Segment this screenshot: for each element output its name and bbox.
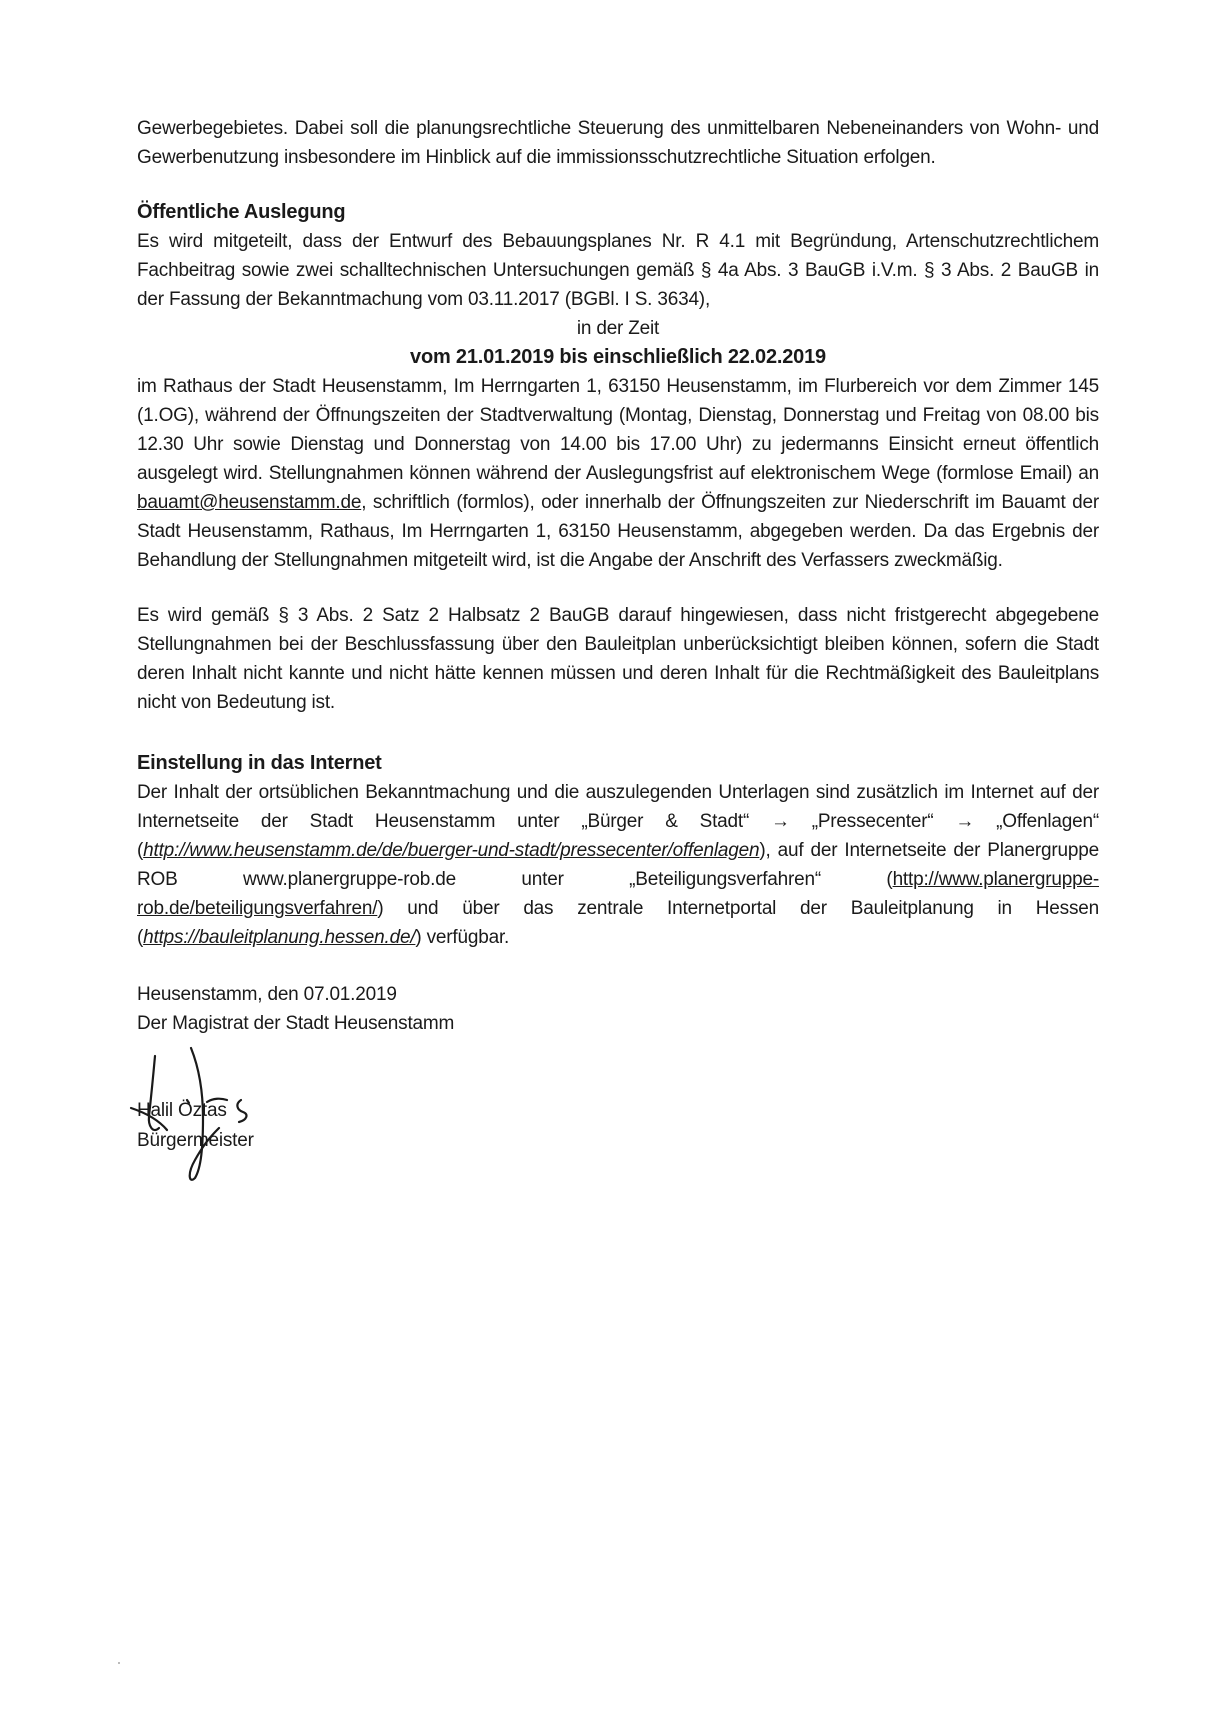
section-heading-auslegung: Öffentliche Auslegung <box>137 201 346 223</box>
email-link[interactable]: bauamt@heusenstamm.de <box>137 492 362 513</box>
internet-text-b: ), auf der Internetseite der Planergruppe ROB www.planergruppe-rob.de unter „Beteiligungsverfahren“ ( <box>137 840 1099 890</box>
place-date: Heusenstamm, den 07.01.2019 <box>137 984 397 1005</box>
zeit-label: in der Zeit <box>576 318 660 339</box>
authority-line: Der Magistrat der Stadt Heusenstamm <box>137 1013 455 1034</box>
auslegung-paragraph-2 <box>137 372 1099 575</box>
auslegung-paragraph-2-start: im Rathaus der Stadt Heusenstamm, Im Herrngarten 1, 63150 Heusenstamm, im Flurbereich vor dem Zimmer 145 (1.OG), während der Öffnungszeiten der Stadtverwaltung (Montag, Dienstag, Donnerstag und Freitag von 08.00 bis 12.30 Uhr sowie Dienstag und Donnerstag von 14.00 bis 17.00 Uhr) zu jedermanns Einsicht erneut öffentlich ausgelegt wird. Stellungnahmen können während der Auslegungsfrist auf elektronischem Wege (formlose Email) an <box>137 376 1099 484</box>
link-bauleitplanung-hessen[interactable]: https://bauleitplanung.hessen.de/ <box>143 927 416 948</box>
internet-text-a: Der Inhalt der ortsüblichen Bekanntmachung und die auszulegenden Unterlagen sind zusätzlich im Internet auf der Internetseite der Stadt Heusenstamm unter „Bürger & Stadt“ → „Pressecenter“ → „Offenlagen“ ( <box>137 782 1099 861</box>
internet-text-c: ) und über das zentrale Internetportal der Bauleitplanung in Hessen ( <box>137 898 1099 948</box>
closing-block <box>137 980 1099 1182</box>
internet-paragraph <box>137 778 1099 952</box>
auslegung-paragraph-1: Es wird mitgeteilt, dass der Entwurf des Bebauungsplanes Nr. R 4.1 mit Begründung, Artenschutzrechtlichem Fachbeitrag sowie zwei schalltechnischen Untersuchungen gemäß § 4a Abs. 3 BauGB i.V.m. § 3 Abs. 2 BauGB in der Fassung der Bekanntmachung vom 03.11.2017 (BGBl. I S. 3634), <box>137 231 1099 310</box>
document-body <box>137 114 1099 1182</box>
internet-text-d: ) verfügbar. <box>415 927 510 948</box>
section-heading-internet: Einstellung in das Internet <box>137 752 382 774</box>
link-heusenstamm-offenlagen[interactable]: http://www.heusenstamm.de/de/buerger-und-stadt/pressecenter/offenlagen <box>143 840 760 861</box>
zeitraum: vom 21.01.2019 bis einschließlich 22.02.2019 <box>410 346 826 368</box>
signatory-title: Bürgermeister <box>137 1130 254 1151</box>
scan-speck <box>118 1662 120 1664</box>
auslegung-paragraph-3: Es wird gemäß § 3 Abs. 2 Satz 2 Halbsatz 2 BauGB darauf hingewiesen, dass nicht fristgerecht abgegebene Stellungnahmen bei der Beschlussfassung über den Bauleitplan unberücksichtigt bleiben können, sofern die Stadt deren Inhalt nicht kannte und nicht hätte kennen müssen und deren Inhalt für die Rechtmäßigkeit des Bauleitplans nicht von Bedeutung ist. <box>137 605 1099 713</box>
auslegung-paragraph-2-end: , schriftlich (formlos), oder innerhalb der Öffnungszeiten zur Niederschrift im Bauamt der Stadt Heusenstamm, Rathaus, Im Herrngarten 1, 63150 Heusenstamm, abgegeben werden. Da das Ergebnis der Behandlung der Stellungnahmen mitgeteilt wird, ist die Angabe der Anschrift des Verfassers zweckmäßig. <box>137 492 1099 571</box>
link-planergruppe-beteiligung[interactable]: http://www.planergruppe-rob.de/beteiligungsverfahren/ <box>137 869 1099 919</box>
signature-area <box>137 1038 537 1182</box>
signatory-name: Halil Öztas <box>137 1100 227 1121</box>
intro-paragraph: Gewerbegebietes. Dabei soll die planungsrechtliche Steuerung des unmittelbaren Nebeneinanders von Wohn- und Gewerbenutzung insbesondere im Hinblick auf die immissionsschutzrechtliche Situation erfolgen. <box>137 118 1099 168</box>
